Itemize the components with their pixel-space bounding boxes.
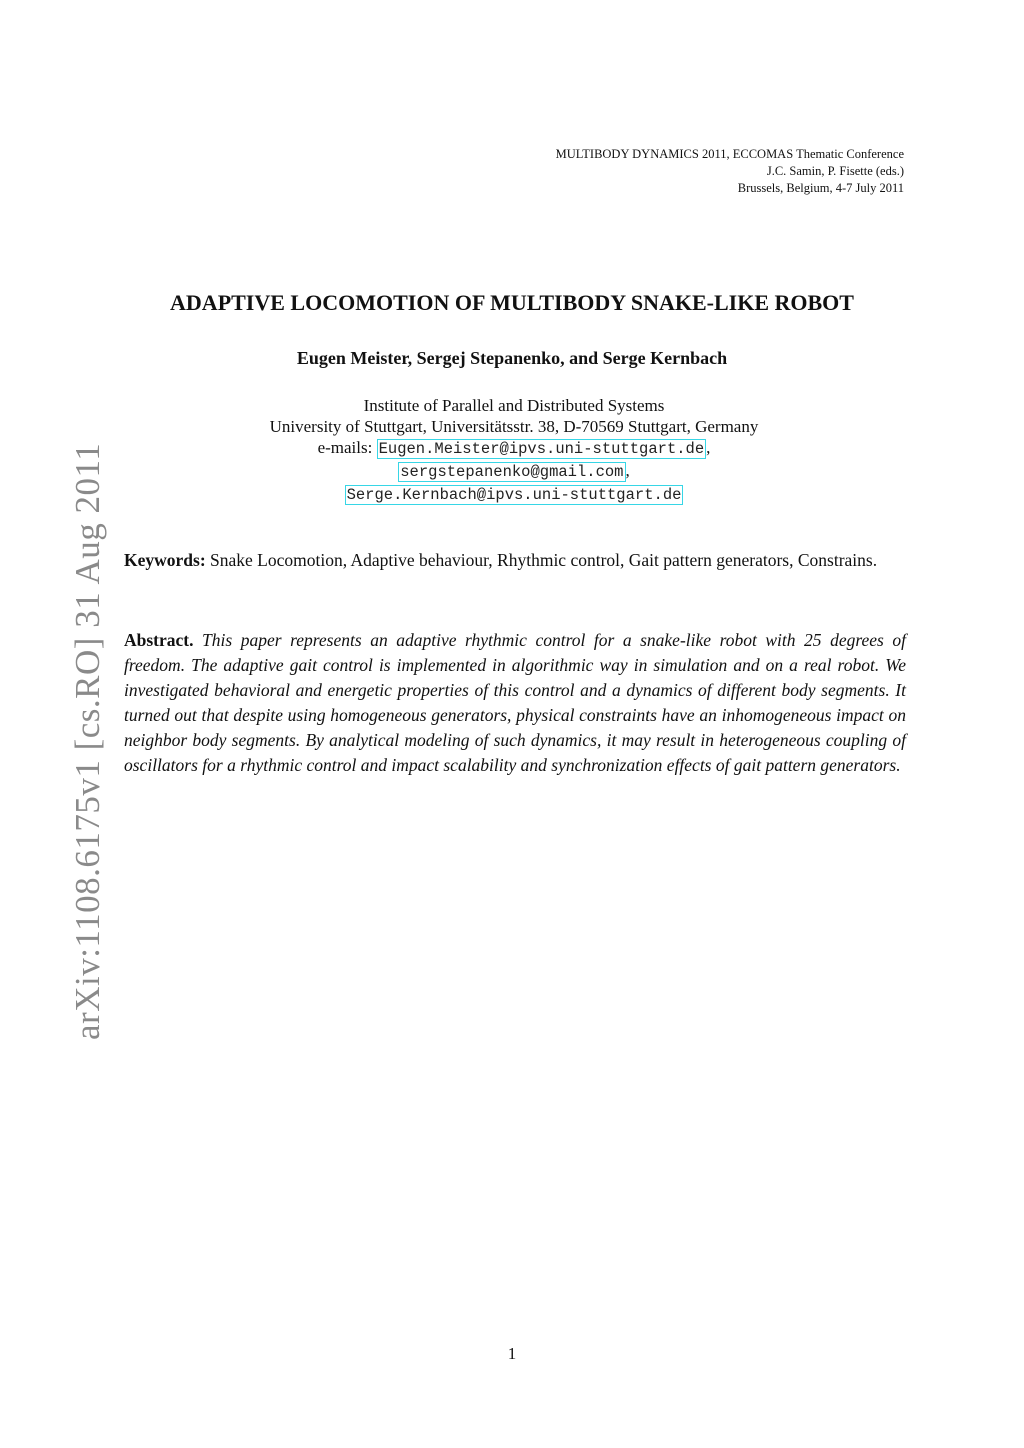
keywords-label: Keywords: (124, 550, 206, 570)
email-link-stepanenko[interactable]: sergstepanenko@gmail.com (400, 463, 624, 481)
email-link-kernbach[interactable]: Serge.Kernbach@ipvs.uni-stuttgart.de (346, 486, 682, 504)
email-line-3 (0, 483, 1024, 506)
conference-name: MULTIBODY DYNAMICS 2011, ECCOMAS Thematic Conference (555, 147, 904, 161)
keywords-section (124, 548, 906, 573)
paper-title: ADAPTIVE LOCOMOTION OF MULTIBODY SNAKE-LIKE ROBOT (170, 290, 854, 315)
conference-editors: J.C. Samin, P. Fisette (eds.) (766, 164, 904, 178)
page-number: 1 (507, 1344, 517, 1363)
affiliation-block (0, 395, 1024, 506)
email-line-2 (0, 460, 1024, 483)
email-separator: , (706, 438, 711, 457)
abstract-section (124, 628, 906, 778)
abstract-label: Abstract. (124, 630, 194, 650)
email-link-meister[interactable]: Eugen.Meister@ipvs.uni-stuttgart.de (378, 440, 705, 458)
abstract-text: This paper represents an adaptive rhythmic control for a snake-like robot with 25 degrees of freedom. The adaptive gait control is implemented in algorithmic way in simulation and on a real robot. We investigated behavioral and energetic properties of this control and a dynamics of different body segments. It turned out that despite using homogeneous generators, physical constraints have an inhomogeneous impact on neighbor body segments. By analytical modeling of such dynamics, it may result in heterogeneous coupling of oscillators for a rhythmic control and impact scalability and synchronization effects of gait pattern generators. (124, 630, 906, 775)
institute-name: Institute of Parallel and Distributed Systems (363, 396, 665, 415)
conference-location-date: Brussels, Belgium, 4-7 July 2011 (737, 181, 904, 195)
emails-label: e-mails: (317, 438, 377, 457)
email-separator: , (625, 461, 630, 480)
university-address: University of Stuttgart, Universitätsstr. 38, D-70569 Stuttgart, Germany (269, 417, 759, 436)
email-line-1 (0, 437, 1024, 460)
arxiv-identifier: arXiv:1108.6175v1 [cs.RO] 31 Aug 2011 (68, 442, 107, 1040)
keywords-text: Snake Locomotion, Adaptive behaviour, Rhythmic control, Gait pattern generators, Constrains. (205, 550, 878, 570)
conference-header (556, 146, 904, 197)
author-list: Eugen Meister, Sergej Stepanenko, and Serge Kernbach (296, 348, 728, 368)
